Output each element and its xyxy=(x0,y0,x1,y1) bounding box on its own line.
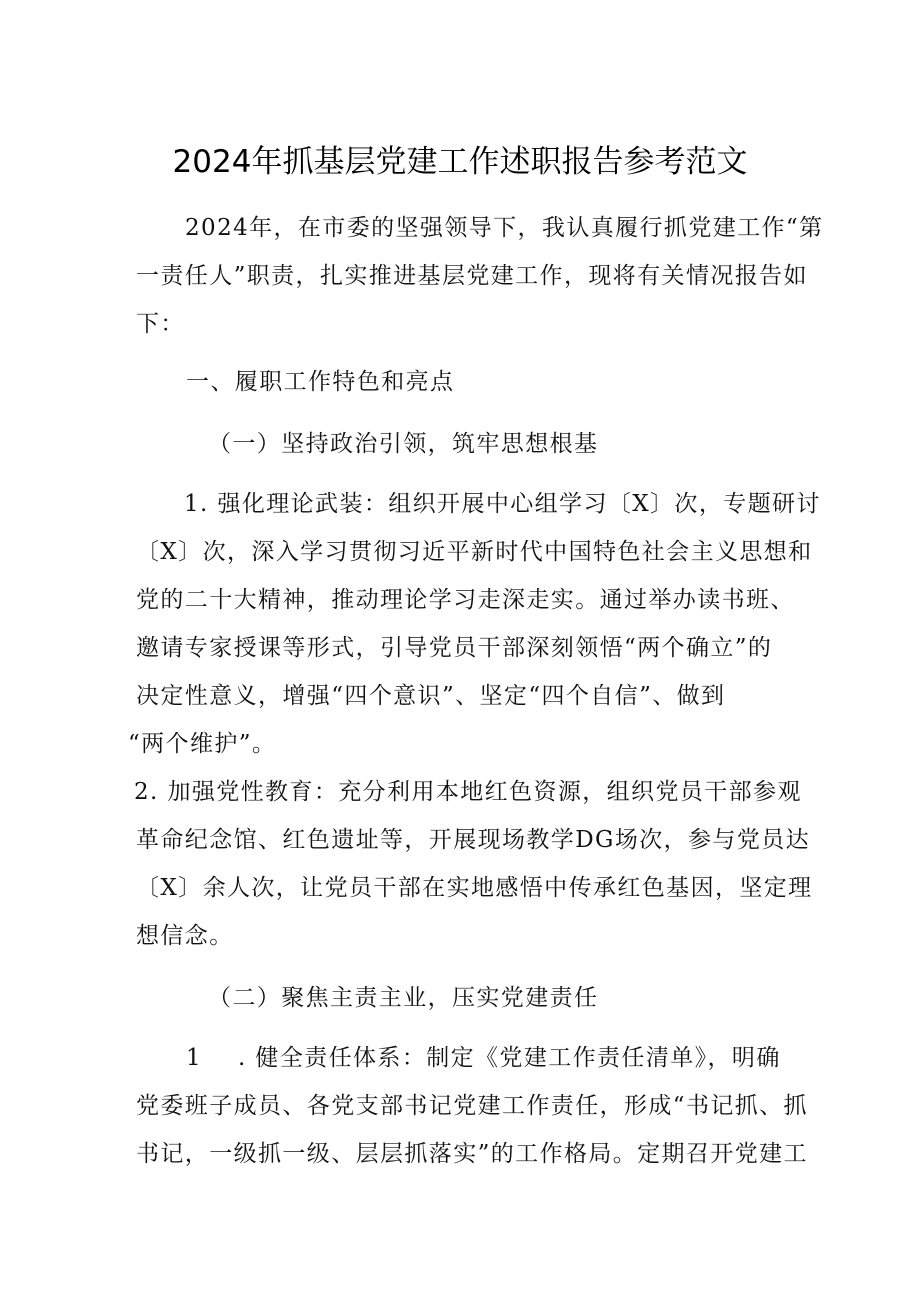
intro-line-1: 2024年，在市委的坚强领导下，我认真履行抓党建工作“第 xyxy=(185,215,824,241)
intro-line-2: 一责任人”职责，扎实推进基层党建工作，现将有关情况报告如 xyxy=(136,263,808,289)
subsection-heading-1: （一）坚持政治引领，筑牢思想根基 xyxy=(208,431,599,457)
item1-line-2: 〔X〕次，深入学习贯彻习近平新时代中国特色社会主义思想和 xyxy=(136,539,813,565)
item1-line-5: 决定性意义，增强“四个意识”、坚定“四个自信”、做到 xyxy=(136,683,726,709)
item3-line-1-text: . 健全责任体系：制定《党建工作责任清单》，明确 xyxy=(238,1045,781,1071)
subsection-heading-2: （二）聚焦主责主业，压实党建责任 xyxy=(208,985,599,1011)
item2-line-3: 〔X〕余人次，让党员干部在实地感悟中传承红色基因，坚定理 xyxy=(136,875,813,901)
item3-line-2: 党委班子成员、各党支部书记党建工作责任，形成“书记抓、抓 xyxy=(136,1093,808,1119)
item2-line-1: 2. 加强党性教育：充分利用本地红色资源，组织党员干部参观 xyxy=(134,779,802,805)
item3-line-1 xyxy=(186,1038,781,1078)
intro-line-3: 下： xyxy=(136,311,185,337)
item1-line-6: “两个维护”。 xyxy=(128,731,277,757)
item2-line-4: 想信念。 xyxy=(136,923,234,949)
section-heading-1: 一、履职工作特色和亮点 xyxy=(186,369,455,395)
item1-line-1: 1. 强化理论武装：组织开展中心组学习〔X〕次，专题研讨 xyxy=(184,491,821,517)
item1-line-3: 党的二十大精神，推动理论学习走深走实。通过举办读书班、 xyxy=(136,587,795,613)
item3-line-3: 书记，一级抓一级、层层抓落实”的工作格局。定期召开党建工 xyxy=(136,1141,808,1167)
document-title: 2024年抓基层党建工作述职报告参考范文 xyxy=(172,144,748,180)
item3-number: 1 xyxy=(186,1045,203,1071)
item2-line-2: 革命纪念馆、红色遗址等，开展现场教学DG场次，参与党员达 xyxy=(136,827,811,853)
item1-line-4: 邀请专家授课等形式，引导党员干部深刻领悟“两个确立”的 xyxy=(136,635,773,661)
